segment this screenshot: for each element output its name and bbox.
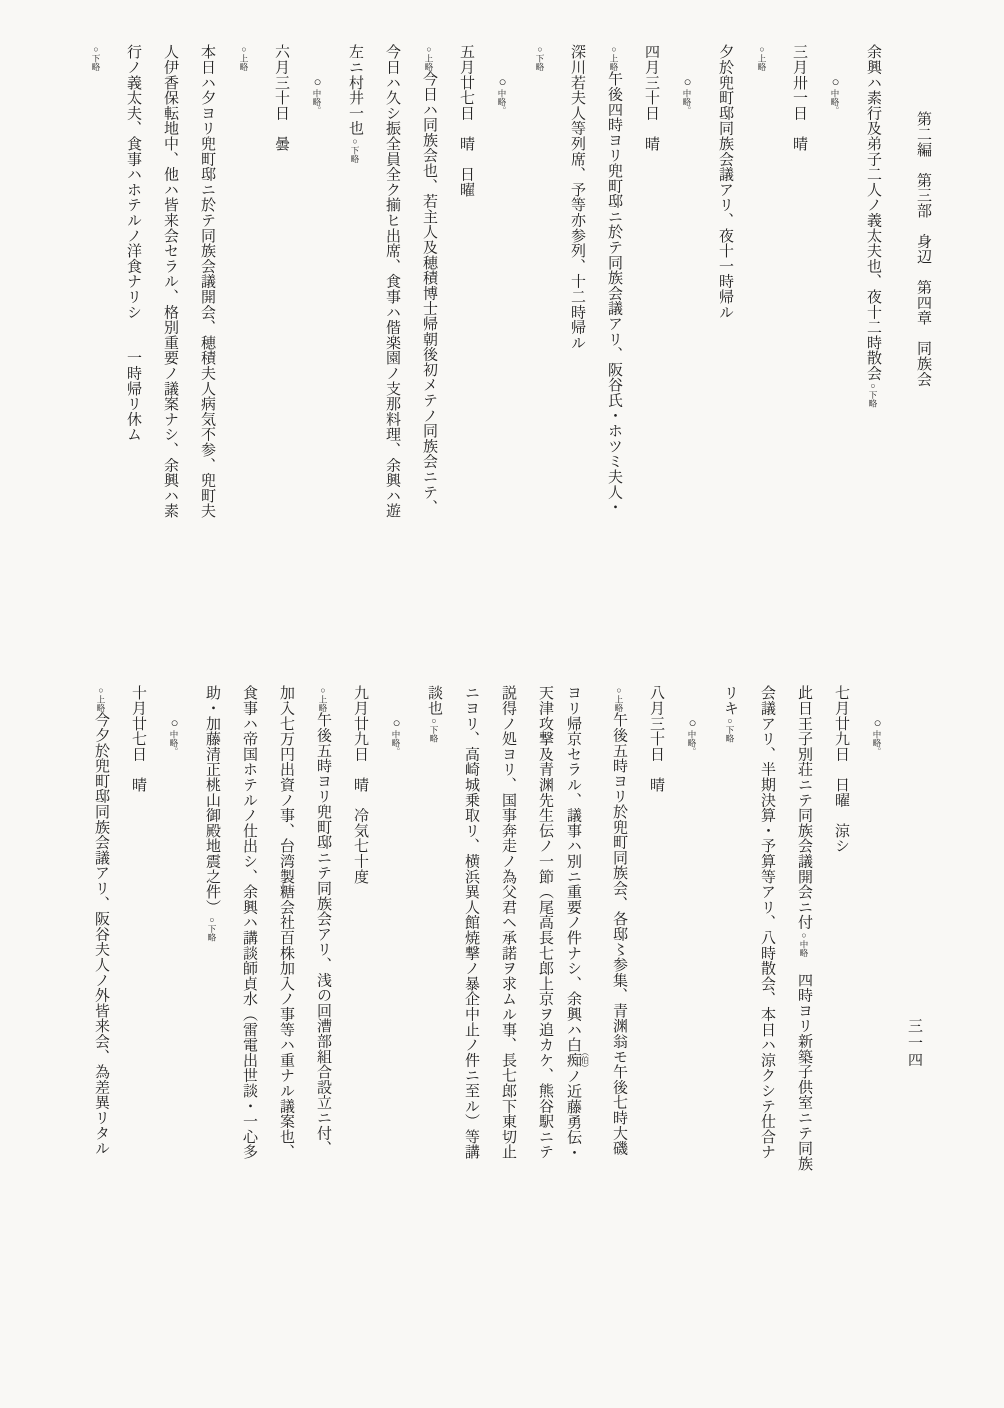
omission-circle: ○ <box>389 715 404 730</box>
omission-circle: ○ <box>870 715 885 730</box>
column-text: 第二編 第三部 身辺 第四章 同族会 <box>915 111 931 387</box>
date-heading <box>273 44 288 151</box>
column-text: 行ノ義太夫、食事ハホテルノ洋食ナリシ 一時帰リ休ム <box>125 44 141 442</box>
column-text: 左ニ村井一也 <box>347 44 363 136</box>
text-column <box>426 685 441 743</box>
text-column <box>717 44 732 319</box>
omission-note: 中略。 <box>682 89 692 115</box>
text-column <box>569 44 584 350</box>
column-text: 此日王子別荘ニテ同族会議開会ニ付 <box>796 685 812 930</box>
text-column <box>680 44 695 115</box>
omission-note: ○下略 <box>91 44 101 71</box>
gloss-ruby: 痴 （伯） <box>565 1048 590 1073</box>
omission-note: ○下略 <box>725 715 735 743</box>
omission-note: ○上略 <box>757 44 767 71</box>
column-text: 三月卅一日 晴 <box>791 44 807 152</box>
column-text: 助・加藤清正桃山御殿地震之件） <box>204 685 220 915</box>
column-text: 四時ヨリ新築子供室ニテ同族 <box>796 956 812 1172</box>
omission-note: ○下略 <box>207 914 217 942</box>
omission-note: 中略。 <box>872 730 882 756</box>
omission-note: 中略。 <box>169 730 179 756</box>
omission-note: ○上略 <box>614 685 624 712</box>
text-column <box>93 685 108 1156</box>
text-column <box>870 685 885 756</box>
text-column <box>606 44 621 515</box>
date-heading <box>833 685 848 853</box>
text-column <box>532 44 547 71</box>
column-text: 加入七万円出資ノ事、台湾製糖会社百株加入ノ事等ハ重ナル議案也、 <box>278 685 294 1160</box>
upper-text-band <box>66 44 930 689</box>
text-column <box>421 44 436 515</box>
text-column <box>236 44 251 71</box>
column-text: 人伊香保転地中、他ハ皆来会セラル、格別重要ノ議案ナシ、余興ハ素 <box>162 44 178 519</box>
text-column <box>310 44 325 115</box>
text-column <box>162 44 177 518</box>
text-column <box>463 685 478 1159</box>
gloss-text: （伯） <box>580 1048 590 1073</box>
column-text: 説得ノ処ヨリ、国事奔走ノ為父君ヘ承諾ヲ求ムル事、長七郎下東切止 <box>500 685 516 1160</box>
text-column <box>495 44 510 115</box>
column-text: 談也 <box>426 685 442 716</box>
column-text: 五月廿七日 晴 日曜 <box>458 44 474 197</box>
omission-circle: ○ <box>828 74 843 89</box>
omission-circle: ○ <box>167 715 182 730</box>
text-column <box>828 44 843 115</box>
omission-note: ○中略 <box>799 929 809 957</box>
omission-circle: ○ <box>680 74 695 89</box>
column-text: ヨリ帰京セラル、議事ハ別ニ重要ノ件ナシ、余興ハ白 <box>565 685 581 1053</box>
column-text: 十月廿七日 晴 <box>130 685 146 793</box>
column-text: 夕於兜町邸同族会議アリ、夜十一時帰ル <box>717 44 733 320</box>
omission-note: 中略。 <box>687 730 697 756</box>
column-text: 食事ハ帝国ホテルノ仕出シ、余興ハ講談師貞水（雷電出世談・一心多 <box>241 685 257 1160</box>
column-text: 本日ハ夕ヨリ兜町邸ニ於テ同族会議開会、穂積夫人病気不参、兜町夫 <box>199 44 215 519</box>
lower-text-band <box>71 685 885 1330</box>
column-text: 九月廿九日 晴 冷気七十度 <box>352 685 368 884</box>
omission-circle: ○ <box>310 74 325 89</box>
date-heading <box>791 44 806 151</box>
text-column <box>565 685 590 1161</box>
column-text: 深川若夫人等列席、予等亦参列、十二時帰ル <box>569 44 585 350</box>
column-text: ノ近藤勇伝・ <box>565 1068 581 1161</box>
column-text: 今日ハ同族会也、若主人及穂積博士帰朝後初メテノ同族会ニテ、 <box>421 71 437 515</box>
column-text: 天津攻撃及青渊先生伝ノ一節（尾高長七郎上京ヲ追カケ、熊谷駅ニテ <box>537 685 553 1160</box>
omission-note: ○上略 <box>96 685 106 712</box>
date-heading <box>643 44 658 151</box>
column-text: 午後五時ヨリ兜町邸ニテ同族会アリ、浅の回漕部組合設立ニ付、 <box>315 712 331 1156</box>
omission-circle: ○ <box>685 715 700 730</box>
date-heading <box>458 44 473 197</box>
page-number: 三一四 <box>906 1018 922 1069</box>
column-text: ニヨリ、高崎城乗取リ、横浜異人館焼撃ノ暴企中止ノ件ニ至ル）等講 <box>463 685 479 1160</box>
date-heading <box>648 685 663 792</box>
text-column <box>315 685 330 1156</box>
text-column <box>347 44 362 163</box>
column-text: 午後四時ヨリ兜町邸ニ於テ同族会議アリ、阪谷氏・ホツミ夫人・ <box>606 71 622 515</box>
column-text: リキ <box>722 685 738 716</box>
omission-note: ○上略 <box>239 44 249 71</box>
text-column <box>537 685 552 1159</box>
column-text: 午後五時ヨリ於兜町同族会、各邸〻参集、青渊翁モ午後七時大磯 <box>611 712 627 1156</box>
text-column <box>204 685 219 942</box>
chapter-heading <box>915 44 930 386</box>
column-text: 会議アリ、半期決算・予算等アリ、八時散会、本日ハ涼クシテ仕合ナ <box>759 685 775 1160</box>
omission-note: ○下略 <box>868 380 878 408</box>
text-column <box>685 685 700 756</box>
omission-note: 中略。 <box>830 89 840 115</box>
text-column <box>759 685 774 1159</box>
text-column <box>241 685 256 1159</box>
column-text: 六月三十日 曇 <box>273 44 289 152</box>
text-column <box>611 685 626 1156</box>
text-column <box>722 685 737 743</box>
omission-note: 中略。 <box>312 89 322 115</box>
date-heading <box>352 685 367 884</box>
column-text: 四月三十日 晴 <box>643 44 659 152</box>
text-column <box>199 44 214 518</box>
column-text: 余興ハ素行及弟子二人ノ義太夫也、夜十二時散会 <box>865 44 881 381</box>
text-column <box>278 685 293 1159</box>
text-column <box>865 44 880 408</box>
omission-note: ○下略 <box>535 44 545 71</box>
text-column <box>754 44 769 71</box>
omission-note: 中略。 <box>391 730 401 756</box>
column-text: 八月三十日 晴 <box>648 685 664 793</box>
omission-circle: ○ <box>495 74 510 89</box>
column-text: 今夕於兜町邸同族会議アリ、阪谷夫人ノ外皆来会、為差異リタル <box>93 712 109 1156</box>
text-column <box>500 685 515 1159</box>
text-column <box>125 44 140 442</box>
text-column <box>389 685 404 756</box>
text-column <box>167 685 182 756</box>
date-heading <box>130 685 145 792</box>
omission-note: ○下略 <box>429 715 439 743</box>
text-column <box>384 44 399 518</box>
text-column <box>796 685 811 1171</box>
omission-note: ○上略 <box>424 44 434 71</box>
omission-note: ○上略 <box>609 44 619 71</box>
omission-note: 中略。 <box>497 89 507 115</box>
text-column <box>88 44 103 71</box>
omission-note: ○下略 <box>350 135 360 163</box>
omission-note: ○上略 <box>318 685 328 712</box>
column-text: 今日ハ久シ振全員全ク揃ヒ出席、食事ハ偕楽園ノ支那料理、余興ハ遊 <box>384 44 400 519</box>
column-text: 七月廿九日 日曜 涼シ <box>833 685 849 854</box>
